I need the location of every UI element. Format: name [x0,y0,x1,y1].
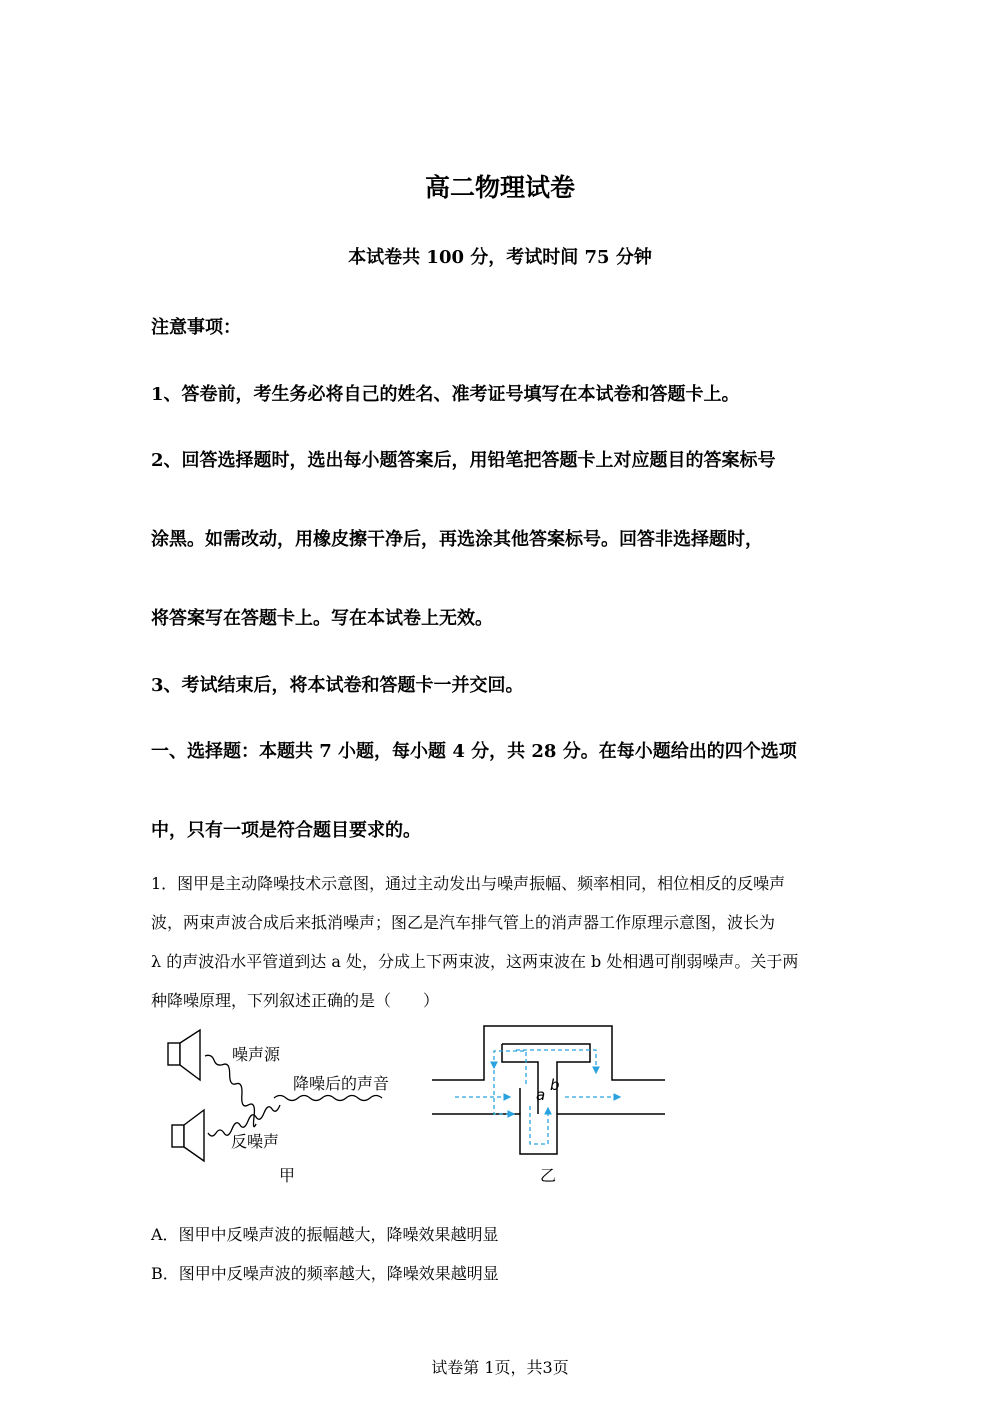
notice-item: 1、答卷前，考生务必将自己的姓名、准考证号填写在本试卷和答题卡上。 [151,384,740,405]
notice-item: 将答案写在答题卡上。写在本试卷上无效。 [151,608,493,629]
section-heading-cont: 中，只有一项是符合题目要求的。 [151,820,421,841]
option-b: B．图甲中反噪声波的频率越大，降噪效果越明显 [151,1264,499,1283]
noise-reduction-figure [150,1018,680,1188]
page-title: 高二物理试卷 [424,173,575,202]
notice-heading: 注意事项： [151,317,241,338]
option-a: A．图甲中反噪声波的振幅越大，降噪效果越明显 [151,1225,499,1244]
figure-jia [168,1030,389,1185]
section-heading: 一、选择题：本题共 7 小题，每小题 4 分，共 28 分。在每小题给出的四个选项 [151,741,797,762]
figure-yi [432,1026,665,1185]
anti-noise-label: 反噪声 [231,1132,280,1151]
question-text: 1．图甲是主动降噪技术示意图，通过主动发出与噪声振幅、频率相同，相位相反的反噪声 [151,874,786,893]
question-text: 波，两束声波合成后来抵消噪声；图乙是汽车排气管上的消声器工作原理示意图，波长为 [151,913,776,932]
notice-item: 2、回答选择题时，选出每小题答案后，用铅笔把答题卡上对应题目的答案标号 [151,450,776,471]
after-noise-label: 降噪后的声音 [293,1074,390,1093]
figure-label-yi: 乙 [540,1166,557,1185]
question-text: λ 的声波沿水平管道到达 a 处，分成上下两束波，这两束波在 b 处相遇可削弱噪声。关于两 [151,952,799,971]
noise-source-label: 噪声源 [232,1045,281,1064]
question-text: 种降噪原理，下列叙述正确的是（ ） [151,991,440,1010]
speaker-top-icon [168,1030,200,1080]
notice-item: 3、考试结束后，将本试卷和答题卡一并交回。 [151,675,524,696]
page-footer: 试卷第 1页，共3页 [431,1358,569,1377]
point-a-label: a [536,1086,546,1104]
speaker-bottom-icon [172,1110,204,1161]
reduced-sound-wave [274,1096,382,1101]
exam-info: 本试卷共 100 分，考试时间 75 分钟 [348,247,652,268]
notice-item: 涂黑。如需改动，用橡皮擦干净后，再选涂其他答案标号。回答非选择题时， [151,529,763,550]
point-b-label: b [550,1076,560,1094]
figure-label-jia: 甲 [279,1166,296,1185]
